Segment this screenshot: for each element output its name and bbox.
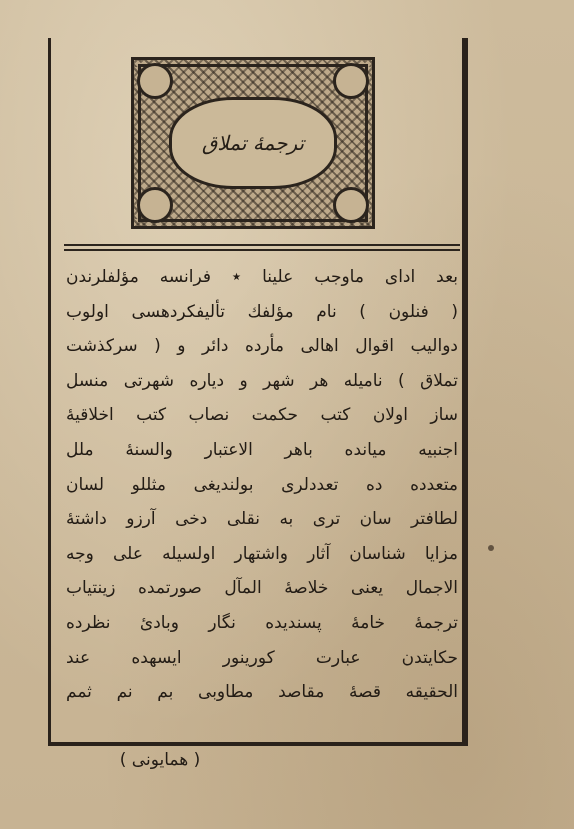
cartouche-corner-ornament: [333, 187, 369, 223]
text-line: دواليب اقوال اهالى مأرده دائر و ( سركذشت: [66, 336, 458, 357]
text-line: الحقيقه قصهٔ مقاصد مطاوبى بم نم ثمم: [66, 682, 458, 703]
ink-spot: [488, 545, 494, 551]
cartouche-corner-ornament: [333, 63, 369, 99]
cartouche-corner-ornament: [137, 187, 173, 223]
page-title: ترجمهٔ تملاق: [201, 131, 305, 155]
text-line: متعدده ده تعددلرى بولنديغى مثللو لسان: [66, 474, 458, 495]
text-line: ( فنلون ) نام مؤلفك تأليفكردهسى اولوب: [66, 301, 458, 322]
text-line: لطافتر سان ترى به نقلى دخى آرزو داشتهٔ: [66, 509, 458, 530]
top-double-rule: [64, 244, 460, 246]
text-line: ساز اولان كتب حكمت نصاب كتب اخلاقيهٔ: [66, 405, 458, 426]
cartouche-inner-panel: [169, 97, 337, 189]
signature-footer: ( همايونى ): [119, 750, 201, 770]
text-line: بعد ادای ماوجب علینا ٭ فرانسه مؤلفلرندن: [66, 267, 458, 287]
text-line: اجنبيه ميانده باهر الاعتبار والسنهٔ ملل: [66, 439, 458, 460]
ornamental-title-cartouche: [131, 57, 375, 229]
text-line: الاجمال يعنى خلاصهٔ المآل صورتمده زينتياب: [66, 578, 458, 599]
text-line: حكايتدن عبارت كورينور ايسهده عند: [66, 647, 458, 668]
top-double-rule: [64, 249, 460, 251]
text-line: تملاق ) ناميله هر شهر و دياره شهرتى منسل: [66, 370, 458, 391]
text-line: ترجمهٔ خامهٔ پسنديده نگار وبادئ نظرده: [66, 612, 458, 633]
text-line: مزايا شناسان آثار واشتهار اولسيله على وجه: [66, 543, 458, 564]
body-text: [66, 260, 458, 710]
cartouche-corner-ornament: [137, 63, 173, 99]
